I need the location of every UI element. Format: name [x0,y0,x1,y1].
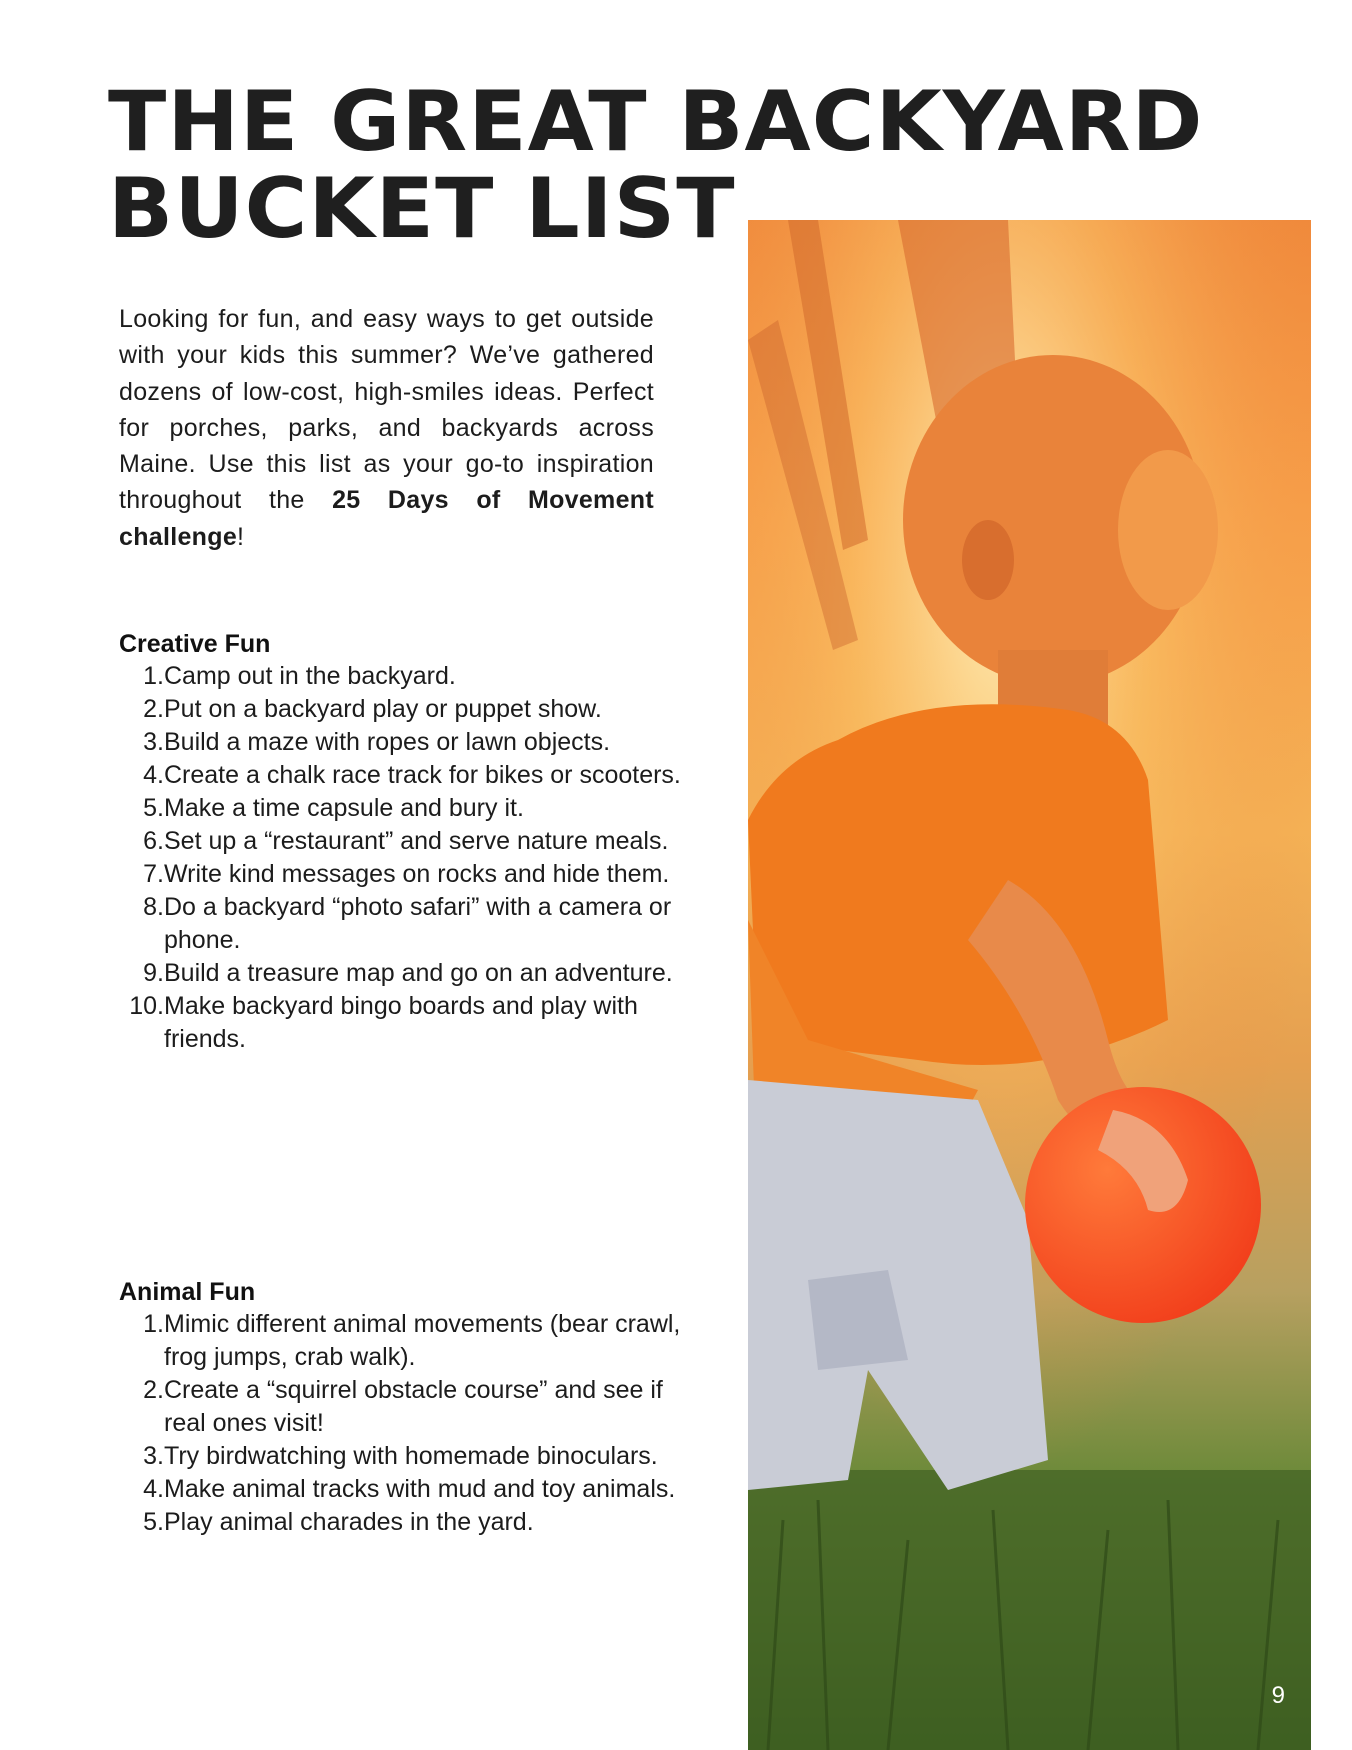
animal-fun-heading: Animal Fun [119,1278,256,1306]
list-item: 5. Make a time capsule and bury it. [143,794,524,822]
creative-fun-heading: Creative Fun [119,630,271,658]
title-line-1: THE GREAT BACKYARD [108,73,1204,170]
list-item: 2. Put on a backyard play or puppet show. [143,695,602,723]
intro-bold-challenge: 25 Days of Movement challenge [119,486,654,551]
intro-text: Looking for fun, and easy ways to get outside with your kids this summer? We’ve gathered dozens of low-cost, high-smiles ideas. Perfect for porches, parks, and backyards across Maine. Use this list as your go-to inspiration throughout the [119,305,654,515]
list-item: 1. Mimic different animal movements (bear crawl, frog jumps, crab walk). [143,1310,681,1371]
list-item: 4. Create a chalk race track for bikes or scooters. [143,761,681,789]
creative-fun-list [119,660,699,1056]
list-item: 6. Set up a “restaurant” and serve nature meals. [143,827,669,855]
list-item: 3. Build a maze with ropes or lawn objects. [143,728,611,756]
list-item: 10. Make backyard bingo boards and play with friends. [129,992,638,1053]
intro-end: ! [237,522,245,551]
animal-fun-section [119,1276,699,1539]
list-item: 1. Camp out in the backyard. [143,662,456,690]
page-number: 9 [1271,1682,1285,1709]
title-line-2: BUCKET LIST [108,160,736,257]
list-item: 5. Play animal charades in the yard. [143,1508,534,1536]
list-item: 4. Make animal tracks with mud and toy animals. [143,1475,676,1503]
list-item: 7. Write kind messages on rocks and hide them. [143,860,670,888]
list-item: 2. Create a “squirrel obstacle course” and see if real ones visit! [143,1376,663,1437]
creative-fun-section [119,628,699,1056]
animal-fun-list [119,1308,699,1539]
child-with-ball-photo [748,220,1311,1750]
list-item: 3. Try birdwatching with homemade binoculars. [143,1442,658,1470]
list-item: 8. Do a backyard “photo safari” with a camera or phone. [143,893,672,954]
intro-paragraph [119,301,654,555]
list-item: 9. Build a treasure map and go on an adventure. [143,959,673,987]
